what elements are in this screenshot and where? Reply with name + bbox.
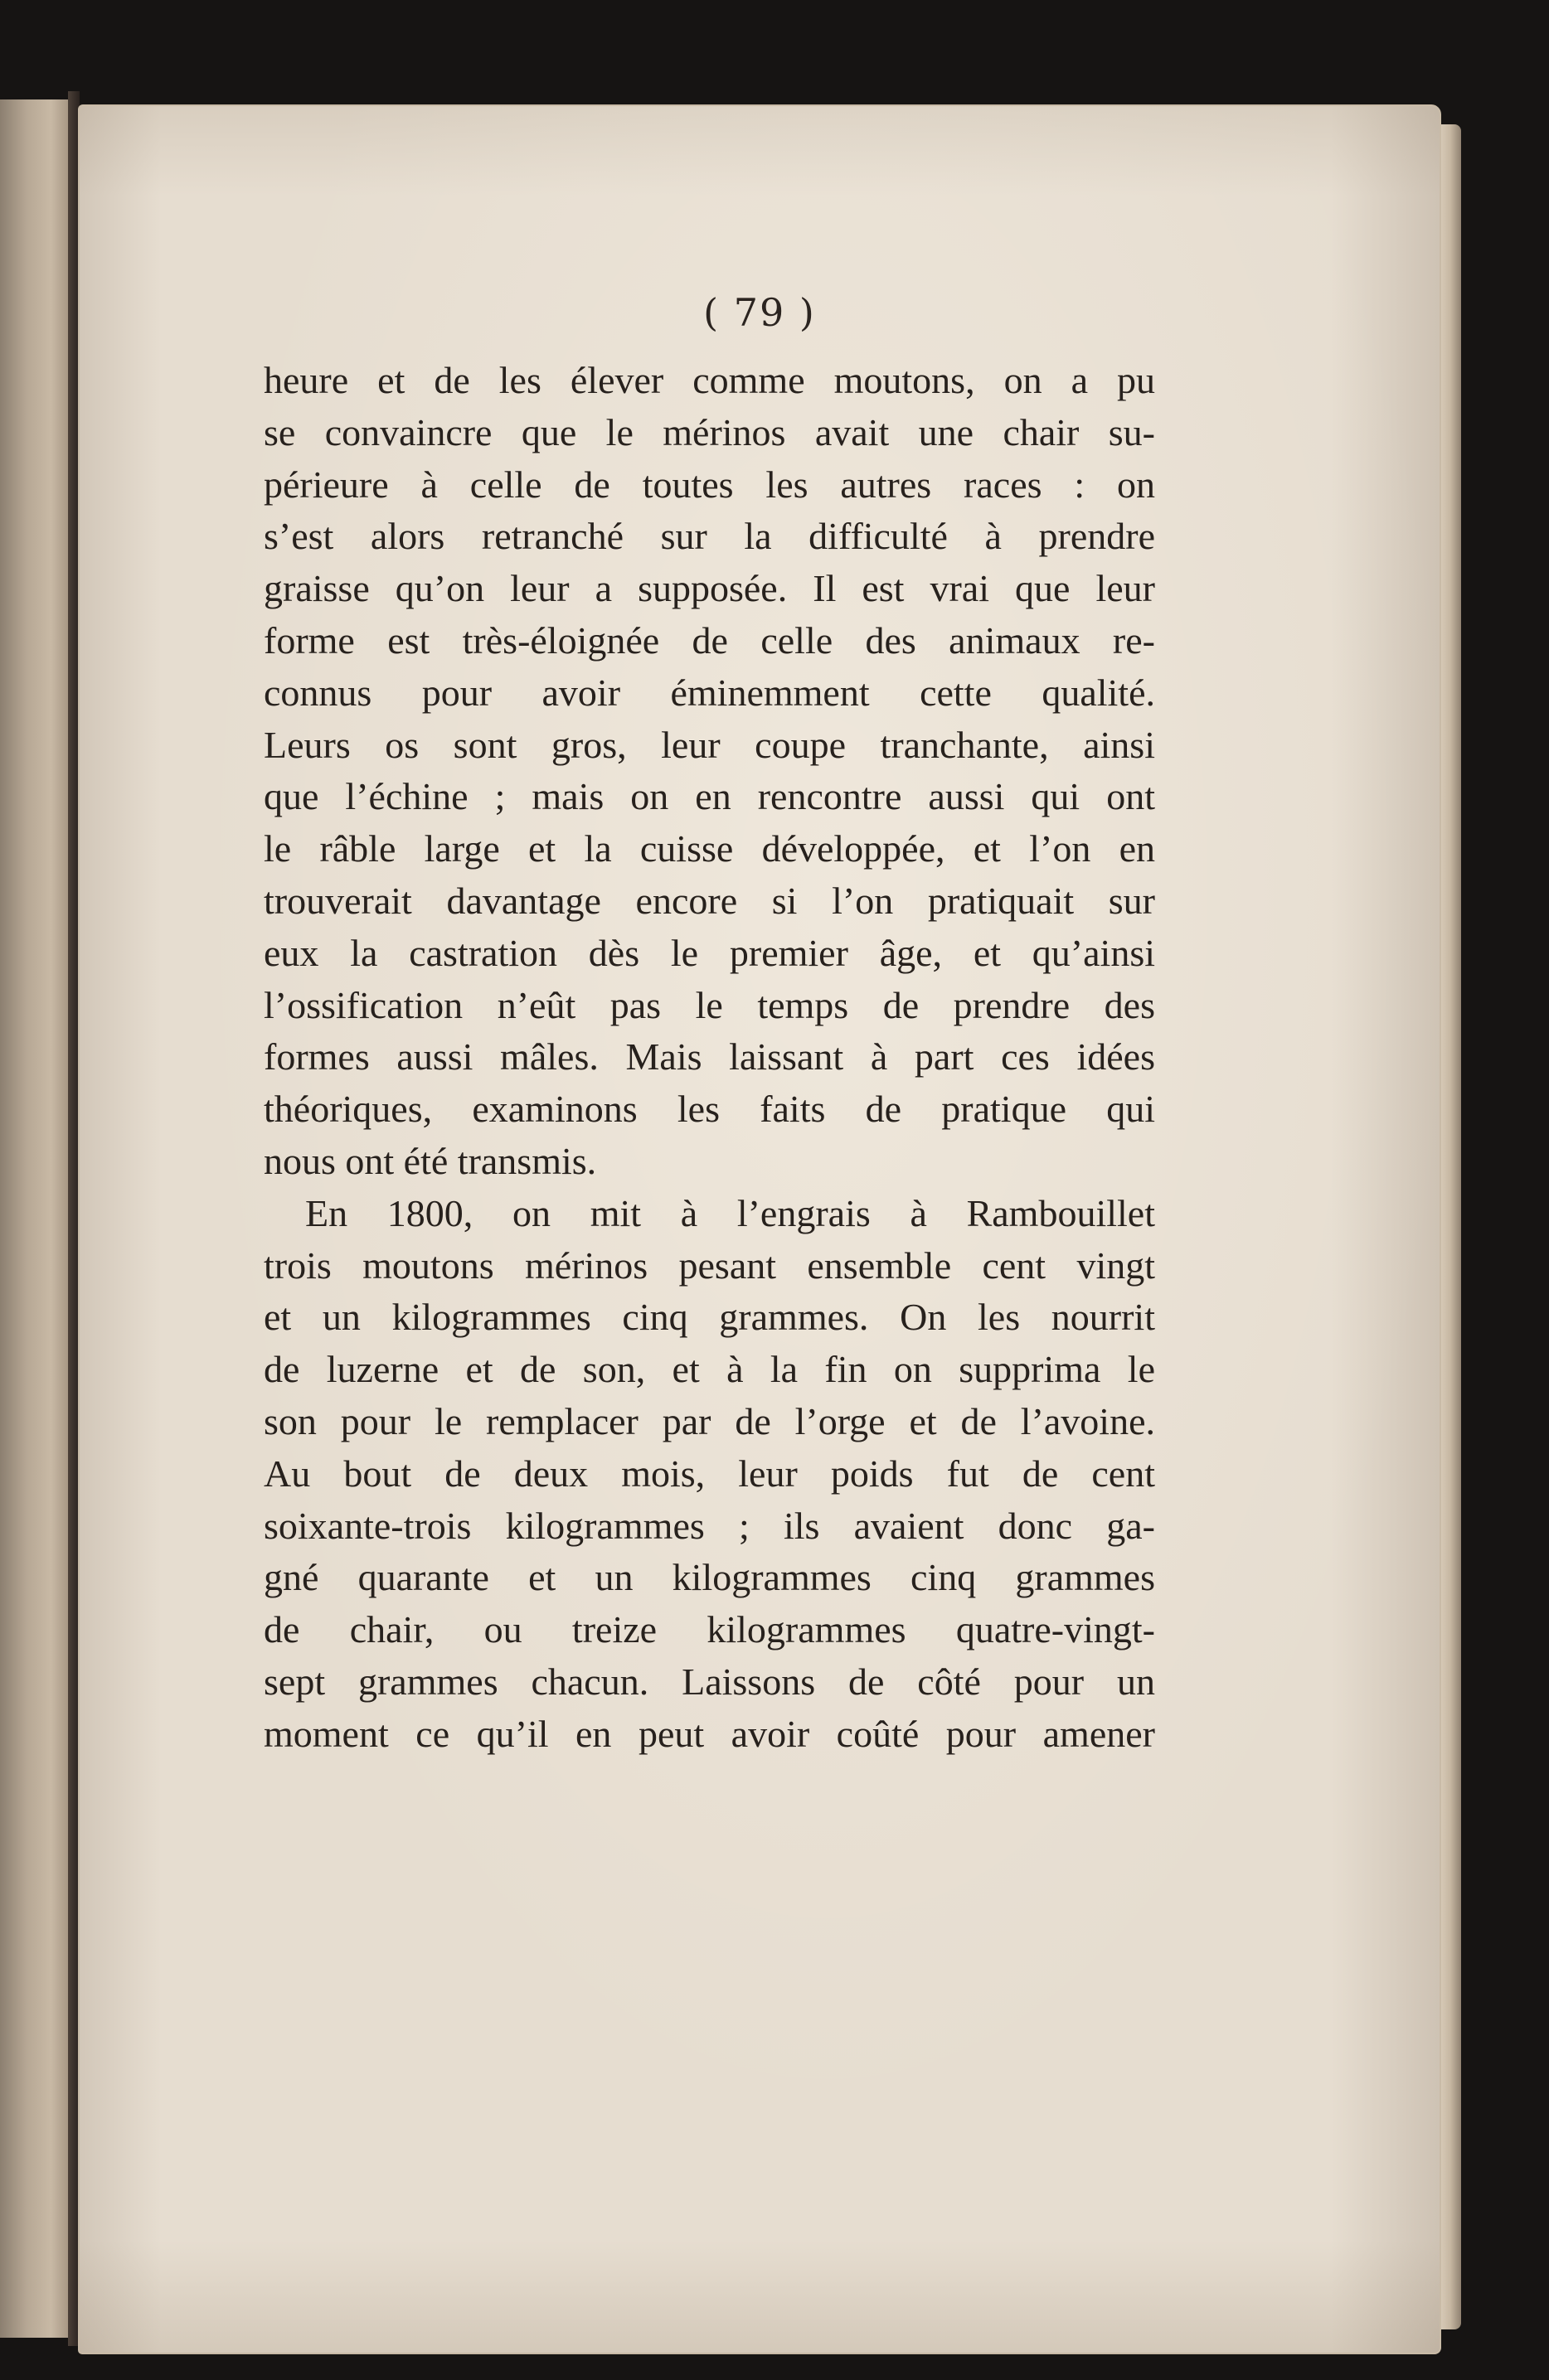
- text-line: Leurs os sont gros, leur coupe tranchante, ainsi: [264, 723, 1155, 766]
- text-line: l’ossification n’eût pas le temps de prendre des: [264, 983, 1155, 1026]
- text-line: graisse qu’on leur a supposée. Il est vrai que leur: [264, 567, 1155, 610]
- left-page-fragment: [0, 99, 70, 2338]
- text-line: soixante-trois kilogrammes ; ils avaient donc ga-: [264, 1504, 1155, 1547]
- page-number: ( 79 ): [703, 290, 816, 335]
- text-line: forme est très-éloignée de celle des animaux re-: [264, 618, 1155, 662]
- book-page: [80, 106, 1440, 2353]
- text-line: Au bout de deux mois, leur poids fut de cent: [264, 1452, 1155, 1495]
- text-line: de luzerne et de son, et à la fin on supprima le: [264, 1348, 1155, 1391]
- text-line: heure et de les élever comme moutons, on a pu: [264, 359, 1155, 401]
- body-text: [264, 355, 1155, 1761]
- text-line: trois moutons mérinos pesant ensemble cent vingt: [264, 1243, 1155, 1287]
- text-line: le râble large et la cuisse développée, et l’on en: [264, 827, 1155, 870]
- text-line: périeure à celle de toutes les autres races : on: [264, 463, 1155, 506]
- page-edge: [1440, 124, 1461, 2329]
- text-line: et un kilogrammes cinq grammes. On les nourrit: [264, 1296, 1155, 1339]
- text-line: trouverait davantage encore si l’on pratiquait sur: [264, 879, 1155, 922]
- book-gutter: [68, 91, 80, 2346]
- text-line: connus pour avoir éminemment cette qualité.: [264, 671, 1155, 714]
- text-line: En 1800, on mit à l’engrais à Rambouillet: [305, 1191, 1155, 1234]
- text-line: formes aussi mâles. Mais laissant à part ces idées: [264, 1035, 1155, 1079]
- text-line: eux la castration dès le premier âge, et qu’ainsi: [264, 931, 1155, 974]
- text-line: sept grammes chacun. Laissons de côté pour un: [264, 1660, 1155, 1703]
- text-line: se convaincre que le mérinos avait une chair su-: [264, 410, 1155, 453]
- text-line: que l’échine ; mais on en rencontre aussi qui ont: [264, 775, 1155, 818]
- text-line: de chair, ou treize kilogrammes quatre-vingt-: [264, 1608, 1155, 1651]
- text-line: théoriques, examinons les faits de pratique qui: [264, 1088, 1155, 1131]
- text-line: s’est alors retranché sur la difficulté à prendre: [264, 515, 1155, 558]
- text-line: moment ce qu’il en peut avoir coûté pour amener: [264, 1712, 1155, 1755]
- text-line: son pour le remplacer par de l’orge et de l’avoine.: [264, 1399, 1155, 1442]
- text-line: nous ont été transmis.: [264, 1139, 597, 1182]
- text-line: gné quarante et un kilogrammes cinq grammes: [264, 1556, 1155, 1599]
